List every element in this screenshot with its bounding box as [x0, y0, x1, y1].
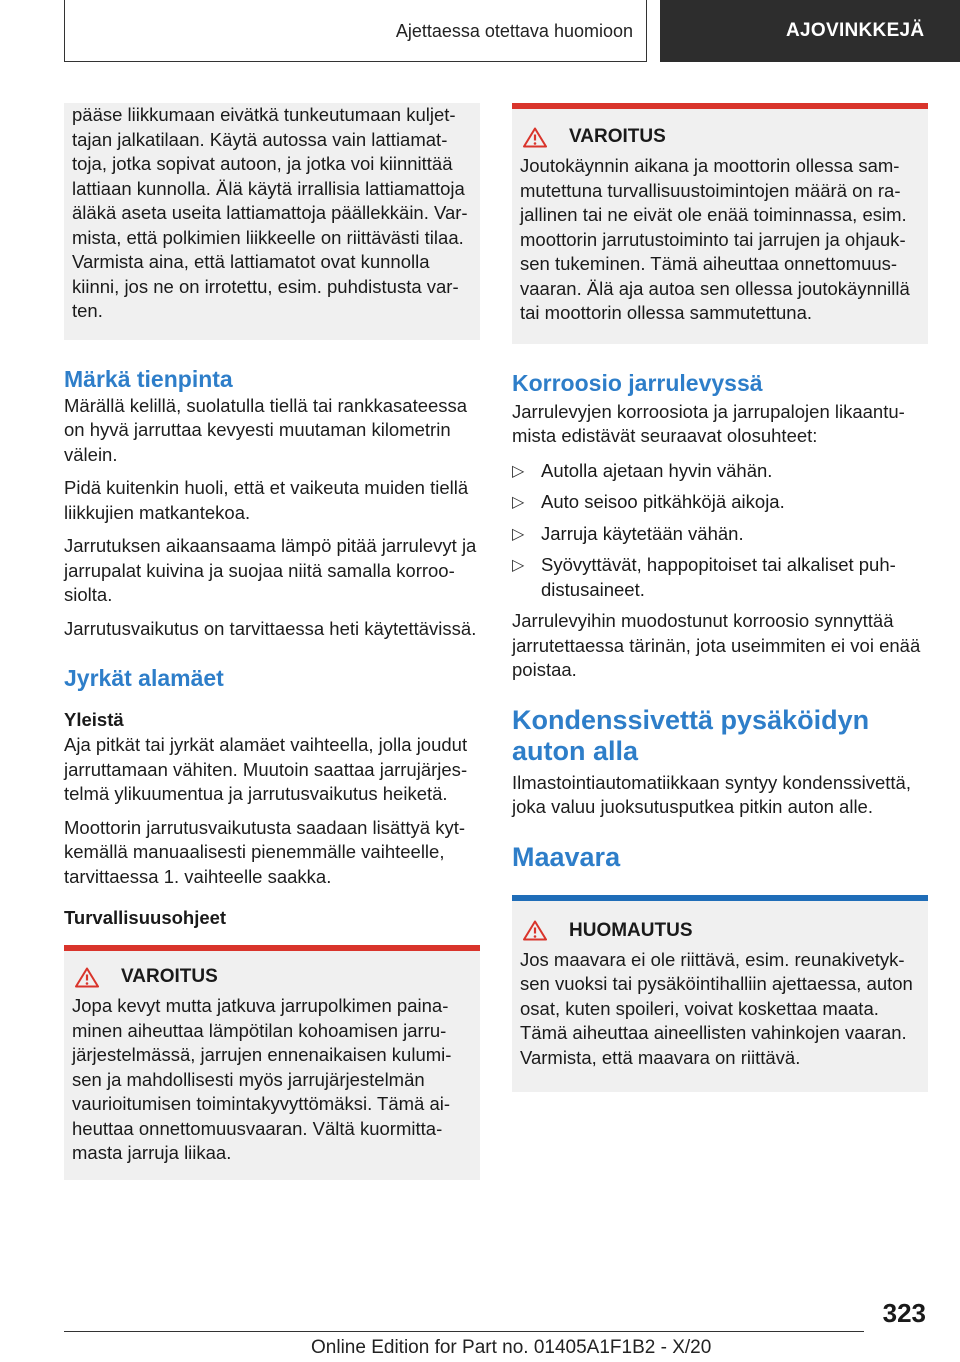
triangle-bullet-icon: ▷	[512, 494, 525, 511]
wet-road-paragraph-2: Pidä kuitenkin huoli, että et vaikeuta muiden tiellä liikkujien matkantekoa.	[64, 477, 469, 523]
corrosion-conditions-list	[512, 459, 928, 603]
list-item: ▷ Jarruja käytetään vähän.	[512, 522, 928, 547]
triangle-bullet-icon: ▷	[512, 525, 525, 543]
corrosion-heading: Korroosio jarrulevyssä	[512, 369, 763, 396]
idle-warning-text: Joutokäynnin aikana ja moottorin ollessa sammutettuna turvallisuustoimintojen määrä on rajallinen tai ne eivät ole enää toiminnassa, esim. moottorin jarrutustoiminto tai jarrujen ja ohjauksen tukeminen. Tämä aiheuttaa onnettomuusvaaran. Älä aja autoa sen ollessa joutokäynnillä tai moottorin ollessa sammutettuna.	[520, 155, 910, 323]
intro-note-text: pääse liikkumaan eivätkä tunkeutumaan kuljettajan jalkatilaan. Käytä autossa vain lattiamattoja, jotka sopivat autoon, ja jotka voi kiinnittää lattiaan kunnolla. Älä käytä irrallisia lattiamattoja äläkä aseta useita lattiamattoja päällekkäin. Varmista, että polkimien liikkeelle on riittävästi tilaa. Varmista aina, että lattiamatot ovat kunnolla kiinni, jos ne on irrotettu, esim. puhdistusta varten.	[72, 104, 468, 321]
list-item: ▷ Autolla ajetaan hyvin vähän.	[512, 459, 928, 484]
corrosion-outro: Jarrulevyihin muodostunut korroosio synnyttää jarrutettaessa tärinän, jota useimmiten ei voi enää poistaa.	[512, 610, 921, 680]
condensate-text: Ilmastointiautomatiikkaan syntyy kondenssivettä, joka valuu juoksutusputkea pitkin auton alle.	[512, 771, 911, 817]
left-column	[64, 103, 480, 1180]
safety-subheading: Turvallisuusohjeet	[64, 907, 227, 928]
page-number: 323	[882, 1298, 926, 1328]
warning-triangle-icon	[523, 127, 547, 148]
idle-warning-box	[512, 109, 928, 344]
steep-descent-heading: Jyrkät alamäet	[64, 665, 224, 691]
wet-road-heading: Märkä tienpinta	[64, 365, 233, 392]
warning-triangle-icon	[75, 967, 99, 988]
ground-clearance-heading: Maavara	[512, 841, 621, 872]
idle-warning-title: VAROITUS	[569, 126, 666, 147]
brake-warning-header	[72, 966, 472, 988]
list-item: ▷ Syövyttävät, happopitoiset tai alkaliset puhdistusaineet.	[512, 554, 896, 600]
clearance-notice-title: HUOMAUTUS	[569, 919, 693, 941]
clearance-notice-header	[520, 920, 920, 942]
clearance-notice-text: Jos maavara ei ole riittävä, esim. reunakivetyksen vuoksi tai pysäköintihalliin ajettaessa, auton osat, kuten spoileri, voivat koskettaa maata. Tämä aiheuttaa aineellisten vahinkojen vaaran. Varmista, että maavara on riittävä.	[520, 948, 913, 1068]
triangle-bullet-icon: ▷	[512, 462, 525, 480]
brake-warning-text: Jopa kevyt mutta jatkuva jarrupolkimen painaminen aiheuttaa lämpötilan kohoamisen jarrujärjestelmässä, jarrujen ennenaikaisen kulumisen ja mahdollisesti myös jarrujärjestelmän vaurioitumisen toimintakyvyttömäksi. Tämä aiheuttaa onnettomuusvaaran. Vältä kuormittamasta jarruja liikaa.	[72, 995, 452, 1163]
intro-note-box	[64, 103, 480, 340]
idle-warning-header	[520, 126, 920, 148]
list-item: ▷ Auto seisoo pitkähköjä aikoja.	[512, 490, 928, 515]
wet-road-paragraph-3: Jarrutuksen aikaansaama lämpö pitää jarrulevyt ja jarrupalat kuivina ja suojaa niitä samalla korroosiolta.	[64, 535, 477, 605]
wet-road-paragraph-4: Jarrutusvaikutus on tarvittaessa heti käytettävissä.	[64, 617, 477, 639]
footer-edition: Online Edition for Part no. 01405A1F1B2 - X/20	[311, 1337, 712, 1358]
header-section-title: AJOVINKKEJÄ	[660, 0, 960, 62]
triangle-bullet-icon: ▷	[512, 557, 525, 574]
warning-triangle-icon	[523, 920, 547, 941]
right-column	[512, 103, 928, 1092]
clearance-notice-box	[512, 901, 928, 1093]
header-subtitle: Ajettaessa otettava huomioon	[395, 20, 633, 41]
condensate-heading: Kondenssivettä pysäköidyn auton alla	[512, 704, 870, 766]
general-subheading: Yleistä	[64, 709, 124, 730]
steep-paragraph-2: Moottorin jarrutusvaikutusta saadaan lisättyä kytkemällä manuaalisesti pienemmälle vaihteelle, tarvittaessa 1. vaihteelle saakka.	[64, 816, 466, 887]
brake-warning-title: VAROITUS	[121, 966, 218, 987]
footer-rule	[64, 1331, 864, 1332]
corrosion-intro: Jarrulevyjen korroosiota ja jarrupalojen likaantumista edistävät seuraavat olosuhteet:	[512, 400, 905, 446]
brake-warning-box	[64, 951, 480, 1180]
wet-road-paragraph-1: Märällä kelillä, suolatulla tiellä tai rankkasateessa on hyvä jarruttaa kevyesti muutaman kilometrin välein.	[64, 394, 468, 465]
steep-paragraph-1: Aja pitkät tai jyrkät alamäet vaihteella, jolla joudut jarruttamaan vähiten. Muutoin saattaa jarrujärjestelmä ylikuumentua ja jarrutusvaikutus heiketä.	[64, 734, 468, 804]
